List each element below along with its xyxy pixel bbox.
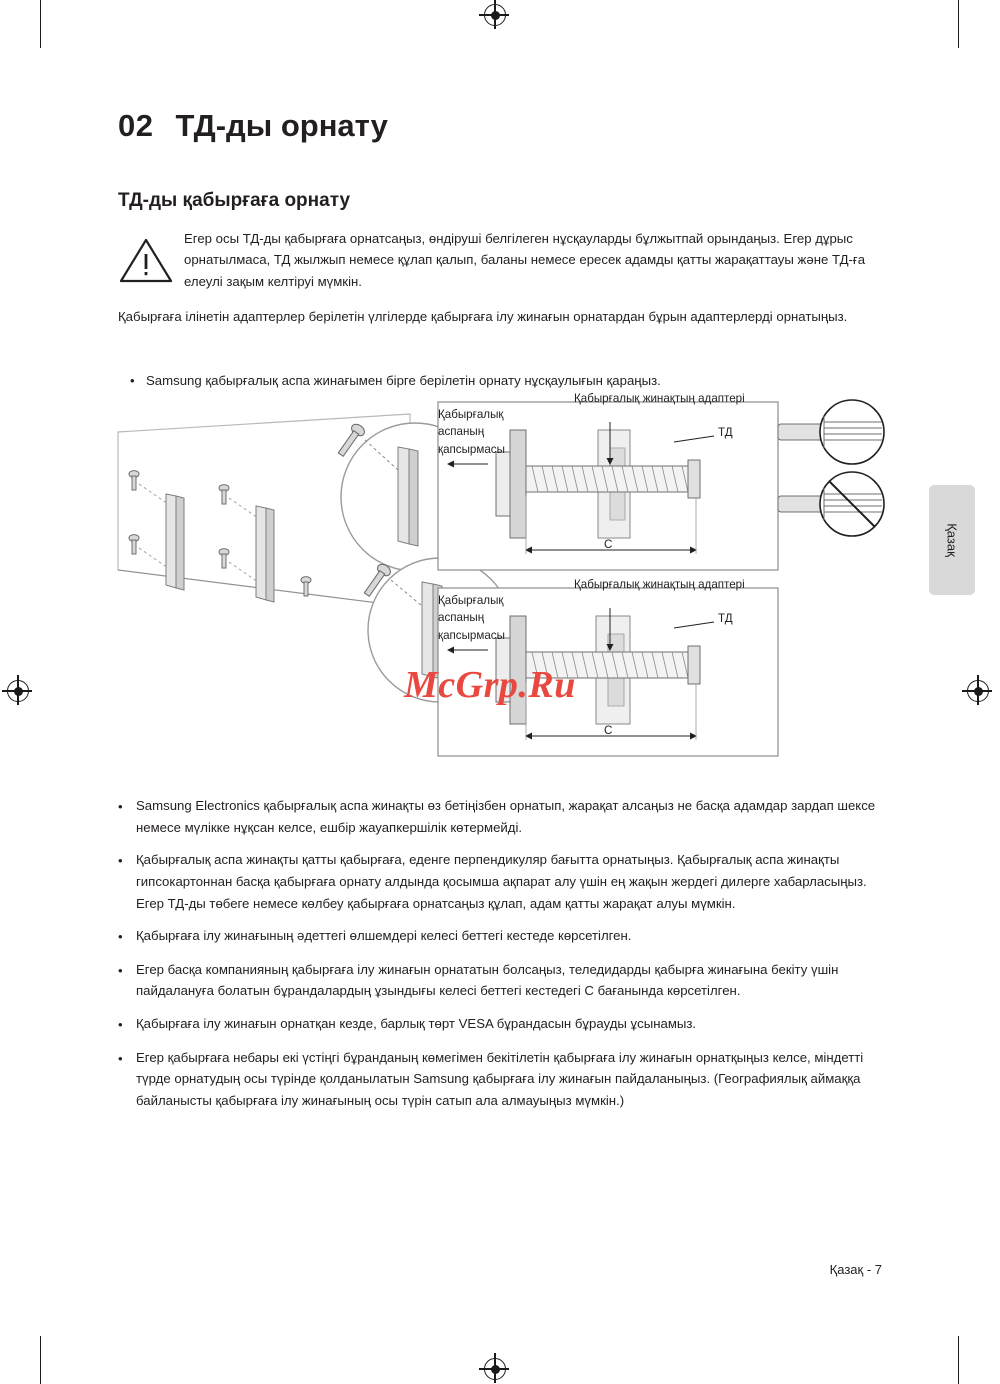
list-item <box>118 1013 888 1036</box>
list-item-text: Қабырғаға ілу жинағын орнатқан кезде, барлық төрт VESA бұрандасын бұрауды ұсынамыз. <box>136 1016 697 1032</box>
section-title: ТД-ды қабырғаға орнату <box>118 190 351 211</box>
list-item-text: Егер басқа компанияның қабырғаға ілу жинағын орнататын болсаңыз, теледидарды қабырға жинағына бекіту үшін пайдалануға болатын бұрандалардың ұзындығы келесі беттегі кестедегі C бағанында көрсетілген. <box>136 961 839 999</box>
bullet-dot: • <box>118 853 123 869</box>
warning-block <box>118 228 878 292</box>
list-item <box>118 1047 888 1112</box>
warning-triangle-icon <box>118 236 174 284</box>
wall-mount-figure <box>110 392 900 782</box>
bullet-list <box>118 795 888 1123</box>
label-adapter-bottom: Қабырғалық жинақтың адаптері <box>574 578 745 591</box>
watermark: McGrp.Ru <box>404 664 576 706</box>
chapter-heading <box>118 108 388 144</box>
chapter-title: ТД-ды орнату <box>175 108 388 143</box>
label-tv-top: ТД <box>718 426 733 439</box>
language-side-tab-label: Қазақ <box>944 523 960 557</box>
bullet-dot: • <box>118 962 123 978</box>
list-item <box>118 849 888 914</box>
label-tv-bottom: ТД <box>718 612 733 625</box>
bullet-dot: • <box>118 1017 123 1033</box>
page-footer: Қазақ - 7 <box>829 1262 882 1277</box>
list-item-text: Қабырғалық аспа жинақты қатты қабырғаға, еденге перпендикуляр бағытта орнатыңыз. Қабырғалық аспа жинақты гипсокартоннан басқа қабырғаға орнату алдында қосымша ақпарат алу үшін ең жақын жердегі дилерге хабарласыңыз. Егер ТД-ды төбеге немесе көлбеу қабырғаға орнатсаңыз құлап, адам қатты жарақат алуы мүмкін. <box>136 852 867 911</box>
screw-comparison <box>778 400 884 536</box>
label-wall-bracket-top: Қабырғалық аспаның қапсырмасы <box>438 408 505 456</box>
intro-bullet <box>130 370 880 391</box>
bullet-dot: • <box>118 929 123 945</box>
list-item <box>118 925 888 948</box>
intro-paragraph: Қабырғаға ілінетін адаптерлер берілетін үлгілерде қабырғаға ілу жинағын орнатардан бұрын адаптерлерді орнатыңыз. <box>118 309 848 324</box>
label-dimension-c-bottom: C <box>604 724 613 737</box>
bullet-dot: • <box>118 799 123 814</box>
list-item <box>118 795 888 838</box>
label-dimension-c-top: C <box>604 538 613 551</box>
list-item-text: Қабырғаға ілу жинағының әдеттегі өлшемдері келесі беттегі кестеде көрсетілген. <box>136 928 632 944</box>
label-wall-bracket-bottom: Қабырғалық аспаның қапсырмасы <box>438 594 505 642</box>
language-side-tab <box>929 485 975 595</box>
bullet-dot: • <box>130 373 135 388</box>
bullet-dot: • <box>118 1050 123 1066</box>
list-item-text: Samsung Electronics қабырғалық аспа жинақты өз бетіңізбен орнатып, жарақат алсаңыз не басқа адамдар зардап шексе немесе мүлікке нұқсан келсе, ешбір жауапкершілік көтермейді. <box>136 798 876 835</box>
warning-text: Егер осы ТД-ды қабырғаға орнатсаңыз, өндіруші белгілеген нұсқауларды бұлжытпай орындаңыз. Егер дұрыс орнатылмаса, ТД жылжып немесе құлап қалып, баланы немесе ересек адамды қатты жарақаттауы және ТД-ға елеулі зақым келтіруі мүмкін. <box>184 231 866 289</box>
intro-bullet-text: Samsung қабырғалық аспа жинағымен бірге берілетін орнату нұсқаулығын қараңыз. <box>146 373 661 388</box>
list-item <box>118 959 888 1002</box>
chapter-number: 02 <box>118 108 154 143</box>
label-adapter-top: Қабырғалық жинақтың адаптері <box>574 392 745 405</box>
list-item-text: Егер қабырғаға небары екі үстіңгі бұранданың көмегімен бекітілетін қабырғаға ілу жинағын орнатқыңыз келсе, міндетті түрде орнатудың осы түрінде қолданылатын Samsung қабырғаға ілу жинағын пайдаланыңыз. (Географиялық аймаққа байланысты қабырғаға ілу жинағының осы түрін сатып ала алмауыңыз мүмкін.) <box>136 1049 864 1109</box>
